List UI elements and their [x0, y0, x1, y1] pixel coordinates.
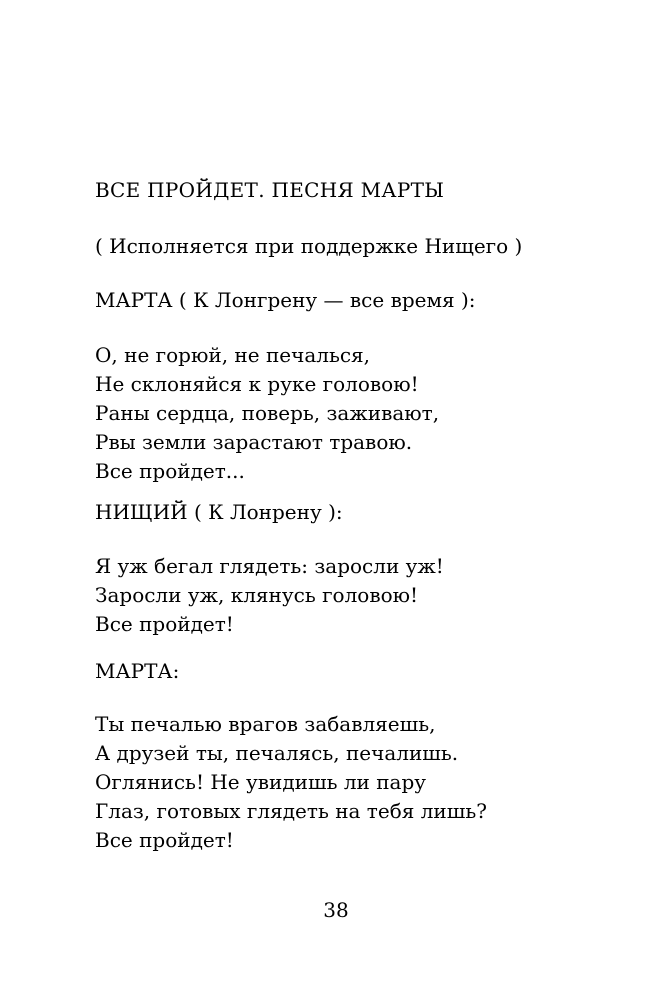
verse-line: Я уж бегал глядеть: заросли уж! [95, 554, 444, 578]
verse-line: Раны сердца, поверь, заживают, [95, 401, 440, 425]
verse-line: Все пройдет... [95, 459, 245, 483]
song-title: ВСЕ ПРОЙДЕТ. ПЕСНЯ МАРТЫ [95, 178, 445, 202]
verse-stanza-1 [95, 341, 439, 486]
stage-direction: ( Исполняется при поддержке Нищего ) [95, 234, 523, 258]
verse-stanza-3 [95, 710, 487, 855]
verse-line: О, не горюй, не печалься, [95, 343, 371, 367]
speaker-label-marta-1: МАРТА ( К Лонгрену — все время ): [95, 288, 476, 312]
page-number: 38 [323, 898, 349, 922]
speaker-label-beggar: НИЩИЙ ( К Лонрену ): [95, 500, 343, 524]
verse-line: Все пройдет! [95, 612, 234, 636]
verse-line: Оглянись! Не увидишь ли пару [95, 770, 427, 794]
verse-line: Глаз, готовых глядеть на тебя лишь? [95, 799, 487, 823]
verse-line: Заросли уж, клянусь головою! [95, 583, 419, 607]
speaker-label-marta-2: МАРТА: [95, 659, 180, 683]
verse-line: Не склоняйся к руке головою! [95, 372, 419, 396]
verse-line: Рвы земли зарастают травою. [95, 430, 413, 454]
verse-line: Все пройдет! [95, 828, 234, 852]
verse-line: А друзей ты, печалясь, печалишь. [95, 741, 459, 765]
verse-line: Ты печалью врагов забавляешь, [95, 712, 436, 736]
verse-stanza-2 [95, 552, 444, 639]
